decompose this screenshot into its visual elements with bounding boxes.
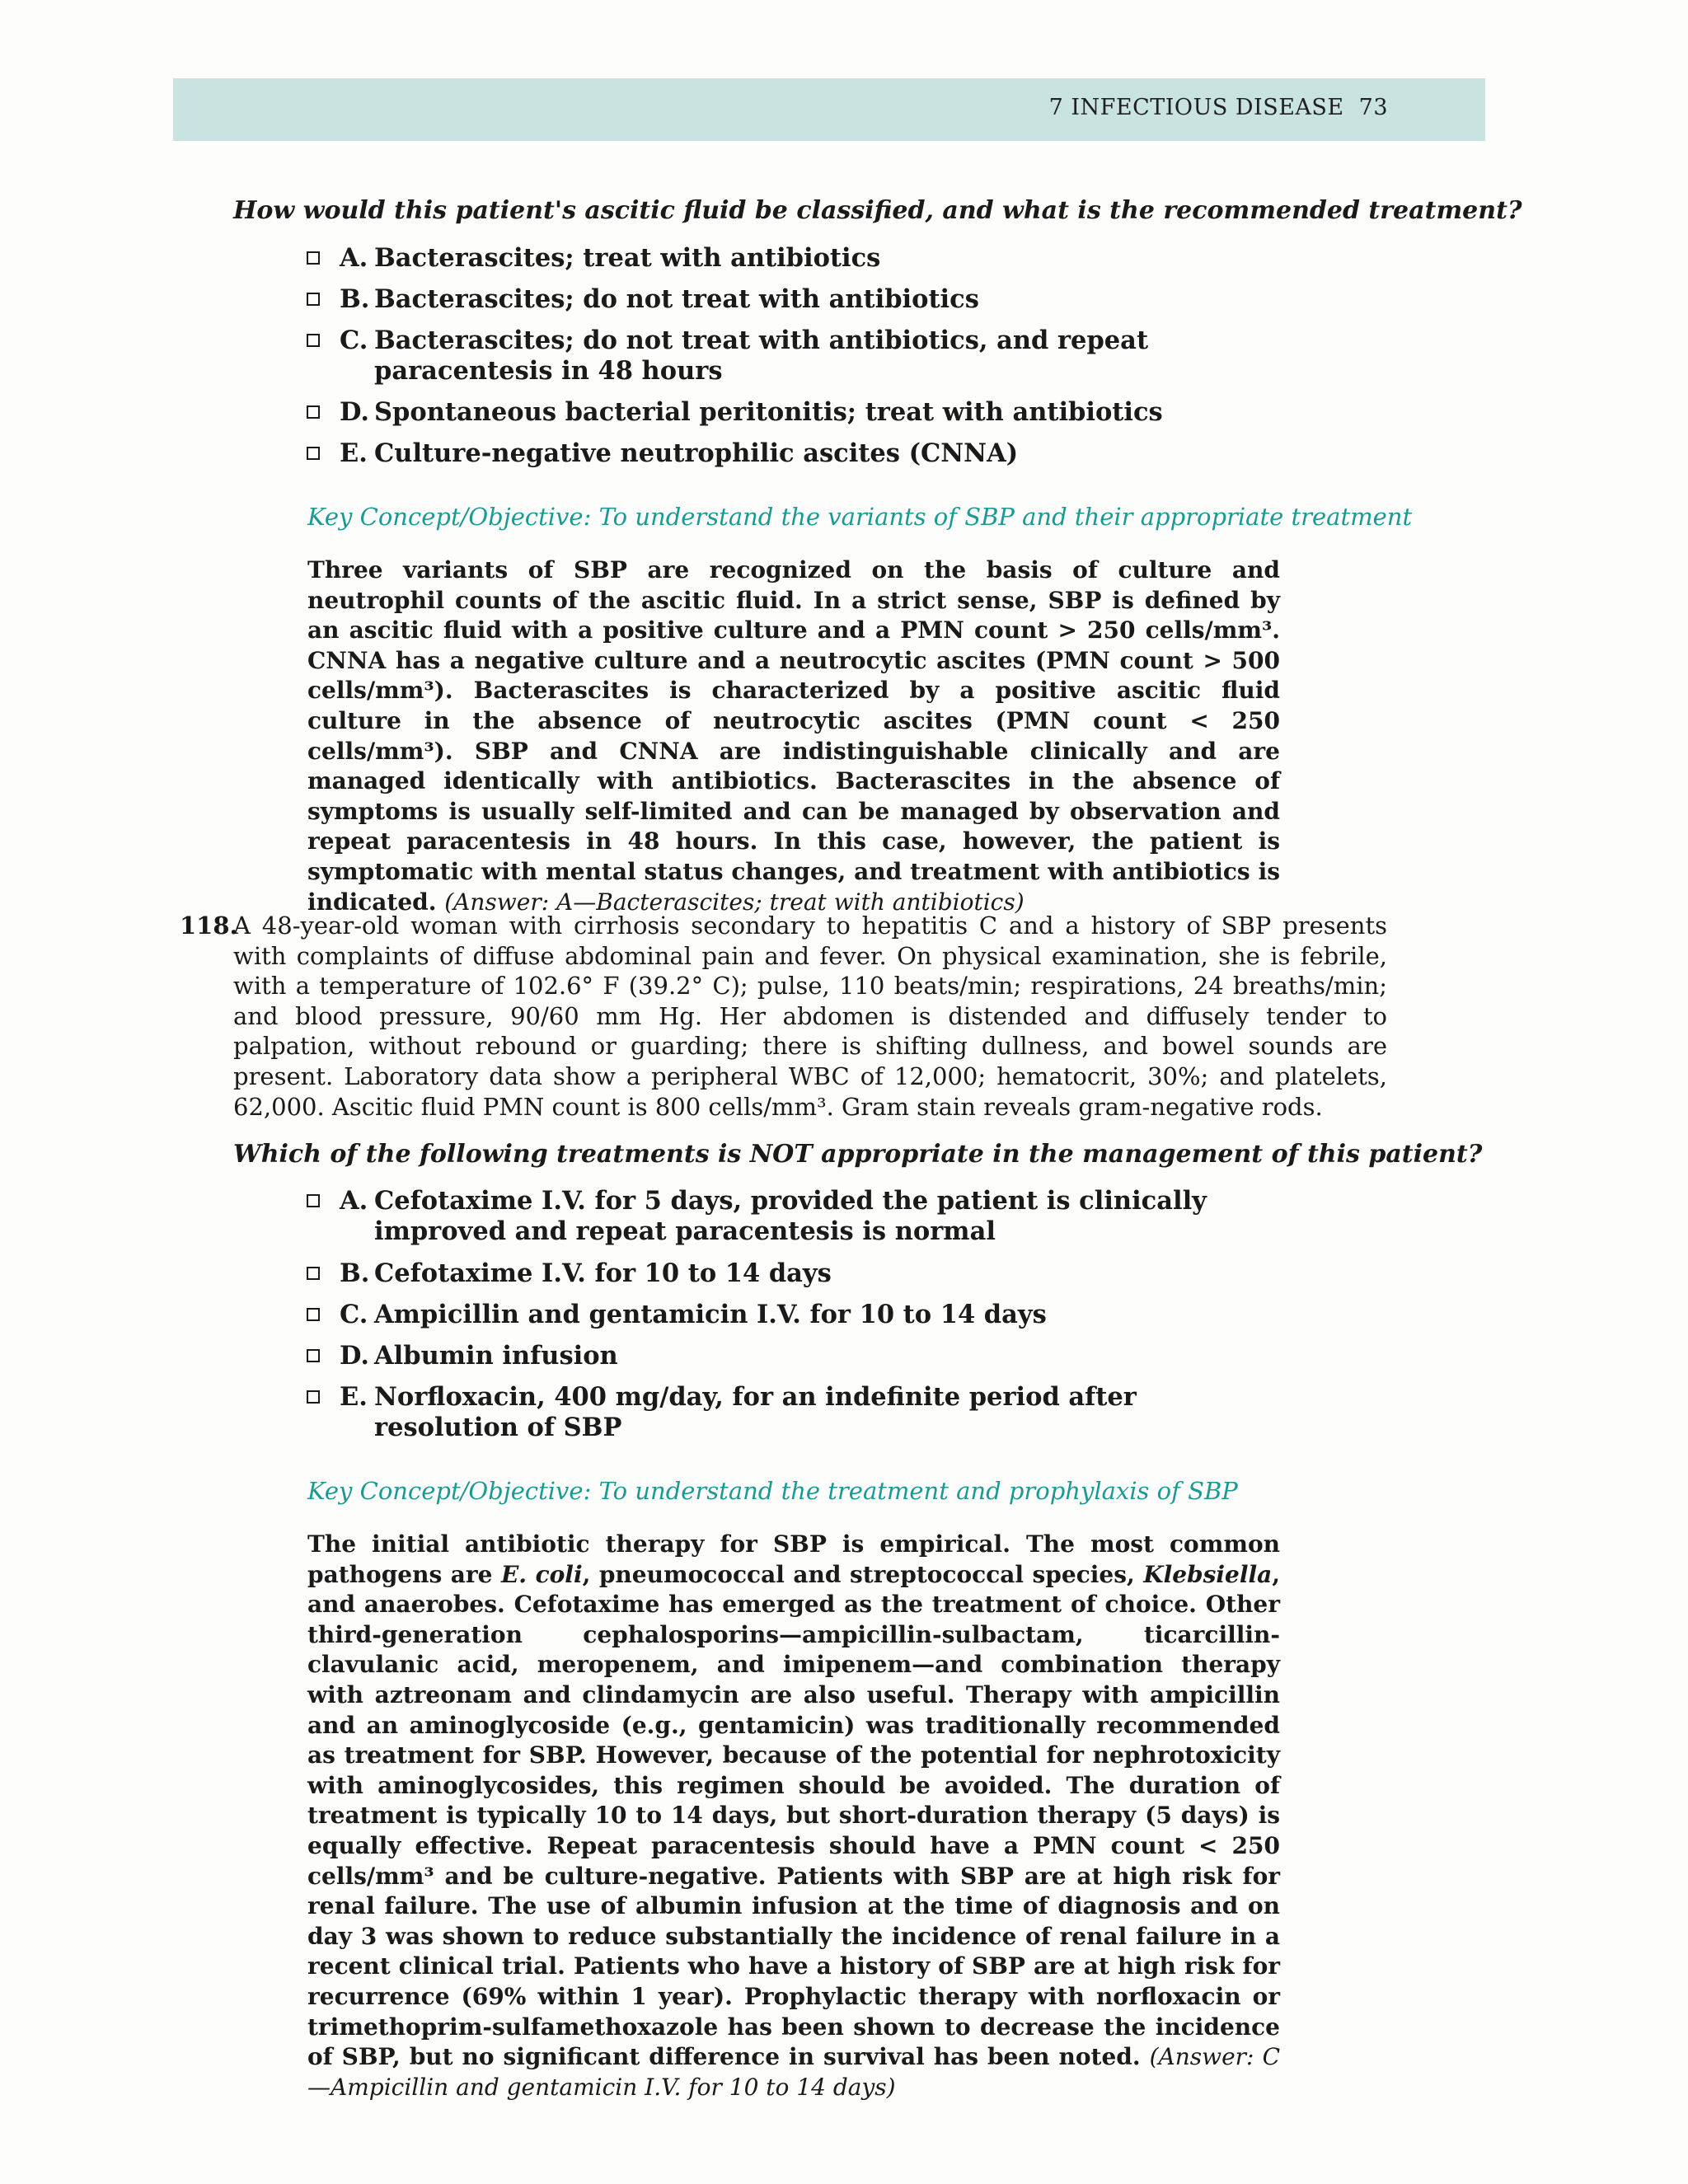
q118-case-text: A 48-year-old woman with cirrhosis secondary to hepatitis C and a history of SBP presents with complaints of diffuse abdominal pain and fever. On physical examination, she is febrile, with a temperature of 102.6° F (39.2° C); pulse, 110 beats/min; respirations, 24 breaths/min; and blood pressure, 90/60 mm Hg. Her abdomen is distended and diffusely tender to palpation, without rebound or guarding; there is shifting dullness, and bowel sounds are present. Laboratory data show a peripheral WBC of 12,000; hematocrit, 30%; and platelets, 62,000. Ascitic fluid PMN count is 800 cells/mm³. Gram stain reveals gram-negative rods. (233, 912, 1387, 1121)
option-text: Spontaneous bacterial peritonitis; treat with antibiotics (374, 397, 1163, 427)
checkbox-icon[interactable] (307, 1308, 320, 1321)
option-letter: E. (340, 438, 368, 468)
checkbox-icon[interactable] (307, 1194, 320, 1207)
option-text: Albumin infusion (374, 1341, 618, 1371)
option-letter: A. (340, 1186, 368, 1216)
q118-option-d[interactable] (307, 1341, 1329, 1371)
header-section: 7 INFECTIOUS DISEASE (1048, 95, 1344, 120)
option-letter: C. (340, 326, 368, 355)
pathogen-klebsiella: Klebsiella (1143, 1560, 1273, 1588)
option-text: Culture-negative neutrophilic ascites (CNNA) (374, 438, 1019, 468)
checkbox-icon[interactable] (307, 405, 320, 419)
q118-question: Which of the following treatments is NOT appropriate in the management of this patient? (233, 1140, 1483, 1169)
q117-question: How would this patient's ascitic fluid be classified, and what is the recommended treatment? (233, 196, 1522, 225)
header-text (1049, 95, 1388, 120)
q117-option-b[interactable] (307, 284, 1329, 315)
explanation-text: Three variants of SBP are recognized on the basis of culture and neutrophil counts of the ascitic fluid. In a strict sense, SBP is defined by an ascitic fluid with a positive culture and a PMN count > 250 cells/mm³. CNNA has a negative culture and a neutrocytic ascites (PMN count > 500 cells/mm³). Bacterascites is characterized by a positive ascitic fluid culture in the absence of neutrocytic ascites (PMN count < 250 cells/mm³). SBP and CNNA are indistinguishable clinically and are managed identically with antibiotics. Bacterascites in the absence of symptoms is usually self-limited and can be managed by observation and repeat paracentesis in 48 hours. In this case, however, the patient is symptomatic with mental status changes, and treatment with antibiotics is indicated. (307, 556, 1280, 916)
q117-option-a[interactable] (307, 243, 1329, 274)
answer-text: (Answer: A—Bacterascites; treat with antibiotics) (444, 888, 1025, 916)
option-text: Ampicillin and gentamicin I.V. for 10 to 14 days (374, 1300, 1047, 1329)
option-text: Norfloxacin, 400 mg/day, for an indefinite period after resolution of SBP (374, 1382, 1137, 1442)
explanation-text-part1: The initial antibiotic therapy for SBP is empirical. The most common pathogens are (307, 1530, 1280, 1588)
checkbox-icon[interactable] (307, 447, 320, 460)
option-text: Cefotaxime I.V. for 5 days, provided the patient is clinically improved and repeat paracentesis is normal (374, 1186, 1207, 1246)
option-letter: C. (340, 1300, 368, 1329)
q118-number: 118. (180, 912, 238, 940)
q117-explanation (307, 555, 1280, 917)
checkbox-icon[interactable] (307, 1349, 320, 1362)
q118-key-concept: Key Concept/Objective: To understand the treatment and prophylaxis of SBP (307, 1477, 1238, 1505)
option-letter: B. (340, 1258, 370, 1288)
checkbox-icon[interactable] (307, 1390, 320, 1404)
explanation-text-part3: , and anaerobes. Cefotaxime has emerged as the treatment of choice. Other third-generation cephalosporins—ampicillin-sulbactam, ticarcillin-clavulanic acid, meropenem, and imipenem—and combination therapy with aztreonam and clindamycin are also useful. Therapy with ampicillin and an aminoglycoside (e.g., gentamicin) was traditionally recommended as treatment for SBP. However, because of the potential for nephrotoxicity with aminoglycosides, this regimen should be avoided. The duration of treatment is typically 10 to 14 days, but short-duration therapy (5 days) is equally effective. Repeat paracentesis should have a PMN count < 250 cells/mm³ and be culture-negative. Patients with SBP are at high risk for renal failure. The use of albumin infusion at the time of diagnosis and on day 3 was shown to reduce substantially the incidence of renal failure in a recent clinical trial. Patients who have a history of SBP are at high risk for recurrence (69% within 1 year). Prophylactic therapy with norfloxacin or trimethoprim-sulfamethoxazole has been shown to decrease the incidence of SBP, but no significant difference in survival has been noted. (307, 1560, 1280, 2071)
option-text: Bacterascites; do not treat with antibiotics (374, 284, 979, 314)
checkbox-icon[interactable] (307, 334, 320, 347)
checkbox-icon[interactable] (307, 1267, 320, 1280)
q117-option-c[interactable] (307, 326, 1254, 387)
running-header (173, 78, 1485, 141)
checkbox-icon[interactable] (307, 293, 320, 306)
option-letter: D. (340, 1341, 369, 1371)
checkbox-icon[interactable] (307, 251, 320, 265)
option-letter: B. (340, 284, 370, 314)
option-text: Bacterascites; treat with antibiotics (374, 243, 881, 273)
q117-key-concept: Key Concept/Objective: To understand the variants of SBP and their appropriate treatment (307, 503, 1413, 531)
q117-option-d[interactable] (307, 397, 1329, 428)
q118-explanation (307, 1530, 1280, 2102)
option-letter: A. (340, 243, 368, 273)
option-text: Cefotaxime I.V. for 10 to 14 days (374, 1258, 832, 1288)
pathogen-ecoli: E. coli (500, 1560, 583, 1588)
q118-option-b[interactable] (307, 1258, 1329, 1289)
q118-option-a[interactable] (307, 1186, 1230, 1247)
q118-option-e[interactable] (307, 1382, 1263, 1443)
q118-option-c[interactable] (307, 1300, 1329, 1330)
answer-text: (Answer: C—Ampicillin and gentamicin I.V. for 10 to 14 days) (307, 2043, 1280, 2101)
option-letter: E. (340, 1382, 368, 1412)
option-text: Bacterascites; do not treat with antibiotics, and repeat paracentesis in 48 hours (374, 326, 1149, 386)
option-letter: D. (340, 397, 369, 427)
page-number: 73 (1358, 95, 1388, 120)
q117-option-e[interactable] (307, 438, 1329, 469)
explanation-text-part2: , pneumococcal and streptococcal species, (582, 1560, 1135, 1588)
